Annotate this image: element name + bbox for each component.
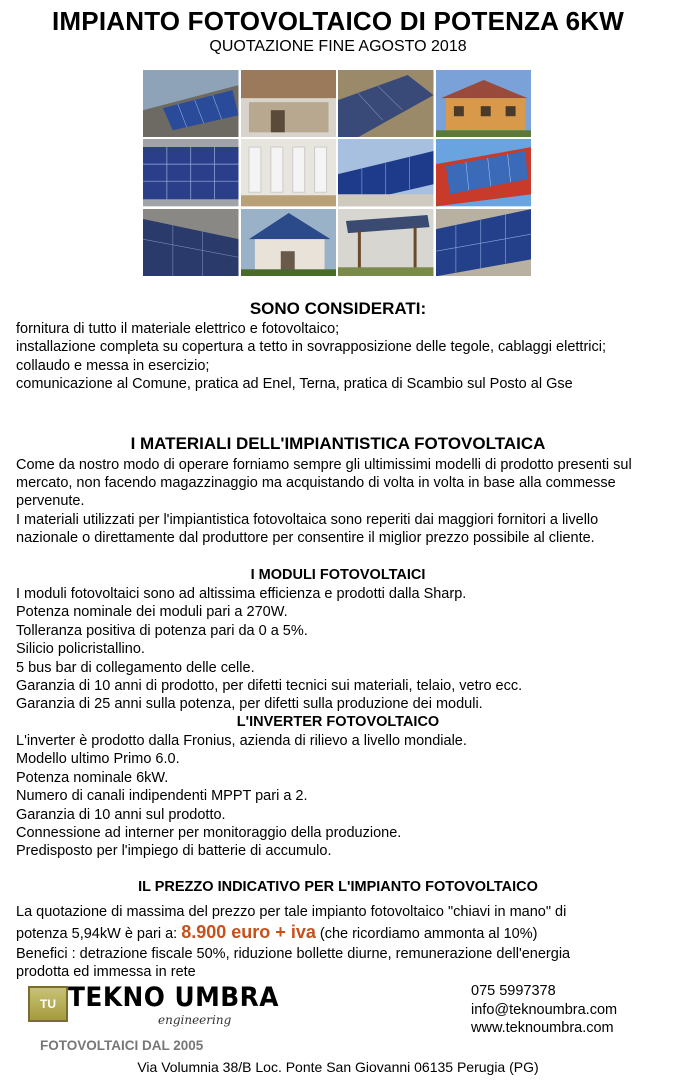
list-item: Numero di canali indipendenti MPPT pari a 2.: [16, 788, 308, 805]
list-item: Garanzia di 10 anni di prodotto, per difetti tecnici sui materiali, telaio, vetro ecc.: [16, 678, 523, 695]
prezzo-line-1: La quotazione di massima del prezzo per tale impianto fotovoltaico "chiavi in mano" di: [16, 904, 567, 920]
photo-roof-3: [338, 70, 434, 137]
photo-roof-1: [143, 70, 239, 137]
section-heading-inverter: L'INVERTER FOTOVOLTAICO: [236, 714, 440, 730]
company-logo-name: TEKNO UMBRA: [68, 982, 279, 1013]
company-tagline: FOTOVOLTAICI DAL 2005: [40, 1038, 204, 1053]
photo-house: [241, 209, 337, 276]
page-title: IMPIANTO FOTOVOLTAICO DI POTENZA 6KW: [52, 6, 624, 36]
contact-email[interactable]: info@teknoumbra.com: [471, 1002, 618, 1018]
list-item: L'inverter è prodotto dalla Fronius, azienda di rilievo a livello mondiale.: [16, 733, 467, 749]
company-logo-mark: TU: [28, 986, 68, 1022]
section-heading-considerati: SONO CONSIDERATI:: [249, 299, 427, 318]
list-item: collaudo e messa in esercizio;: [16, 357, 210, 374]
moduli-list: [16, 585, 662, 714]
list-item: Garanzia di 10 anni sul prodotto.: [16, 806, 226, 823]
list-item: Predisposto per l'impiego di batterie di accumulo.: [16, 843, 332, 860]
prezzo-line-2: [16, 923, 662, 943]
section-heading-prezzo: IL PREZZO INDICATIVO PER L'IMPIANTO FOTOVOLTAICO: [138, 879, 538, 895]
list-item: I moduli fotovoltaici sono ad altissima efficienza e prodotti dalla Sharp.: [16, 586, 467, 602]
photo-roof-9: [436, 209, 532, 276]
prezzo-text-after: (che ricordiamo ammonta al 10%): [315, 926, 538, 942]
considerati-list: [16, 320, 662, 394]
photo-roof-8: [143, 209, 239, 276]
section-heading-materiali: I MATERIALI DELL'IMPIANTISTICA FOTOVOLTAICA: [130, 434, 546, 453]
list-item: Potenza nominale 6kW.: [16, 769, 169, 786]
photo-roof-4: [436, 70, 532, 137]
benefici-line-2: prodotta ed immessa in rete: [16, 964, 196, 980]
photo-roof-7: [436, 139, 532, 206]
list-item: Potenza nominale dei moduli pari a 270W.: [16, 604, 288, 621]
contact-phone: 075 5997378: [471, 983, 556, 999]
company-address: Via Volumnia 38/B Loc. Ponte San Giovanni 06135 Perugia (PG): [137, 1059, 539, 1075]
section-heading-moduli: I MODULI FOTOVOLTAICI: [250, 567, 426, 583]
page-subtitle: QUOTAZIONE FINE AGOSTO 2018: [209, 38, 467, 55]
materiali-paragraph-2: I materiali utilizzati per l'impiantistica fotovoltaica sono reperiti dai maggiori fornitori a livello nazionale o direttamente dal produttore per consentire il miglior prezzo possibile al cliente.: [16, 512, 599, 546]
list-item: Silicio policristallino.: [16, 641, 145, 658]
list-item: Modello ultimo Primo 6.0.: [16, 751, 180, 768]
contact-website[interactable]: www.teknoumbra.com: [471, 1020, 614, 1036]
inverter-list: [16, 732, 662, 861]
list-item: Garanzia di 25 anni sulla potenza, per difetti sulla produzione dei moduli.: [16, 696, 483, 713]
photo-inverters: [241, 139, 337, 206]
photo-roof-5: [143, 139, 239, 206]
list-item: 5 bus bar di collegamento delle celle.: [16, 659, 255, 676]
benefici-line-1: Benefici : detrazione fiscale 50%, riduzione bollette diurne, remunerazione dell'energia: [16, 946, 571, 962]
photo-carport: [338, 209, 434, 276]
list-item: comunicazione al Comune, pratica ad Enel, Terna, pratica di Scambio sul Posto al Gse: [16, 376, 573, 393]
company-logo-sub: engineering: [158, 1013, 232, 1027]
prezzo-text-before: potenza 5,94kW è pari a:: [16, 926, 182, 942]
list-item: Tolleranza positiva di potenza pari da 0 a 5%.: [16, 622, 308, 639]
list-item: installazione completa su copertura a tetto in sovrapposizione delle tegole, cablaggi elettrici;: [16, 339, 607, 356]
photo-collage: [143, 70, 531, 276]
materiali-paragraph-1: Come da nostro modo di operare forniamo sempre gli ultimissimi modelli di prodotto presenti sul mercato, non facendo magazzinaggio ma acquistando di volta in volta in base alla commesse pervenute.: [16, 457, 632, 509]
price-value: 8.900 euro + iva: [181, 922, 316, 942]
list-item: fornitura di tutto il materiale elettrico e fotovoltaico;: [16, 321, 340, 337]
photo-roof-6: [338, 139, 434, 206]
list-item: Connessione ad interner per monitoraggio della produzione.: [16, 825, 402, 842]
photo-roof-2: [241, 70, 337, 137]
